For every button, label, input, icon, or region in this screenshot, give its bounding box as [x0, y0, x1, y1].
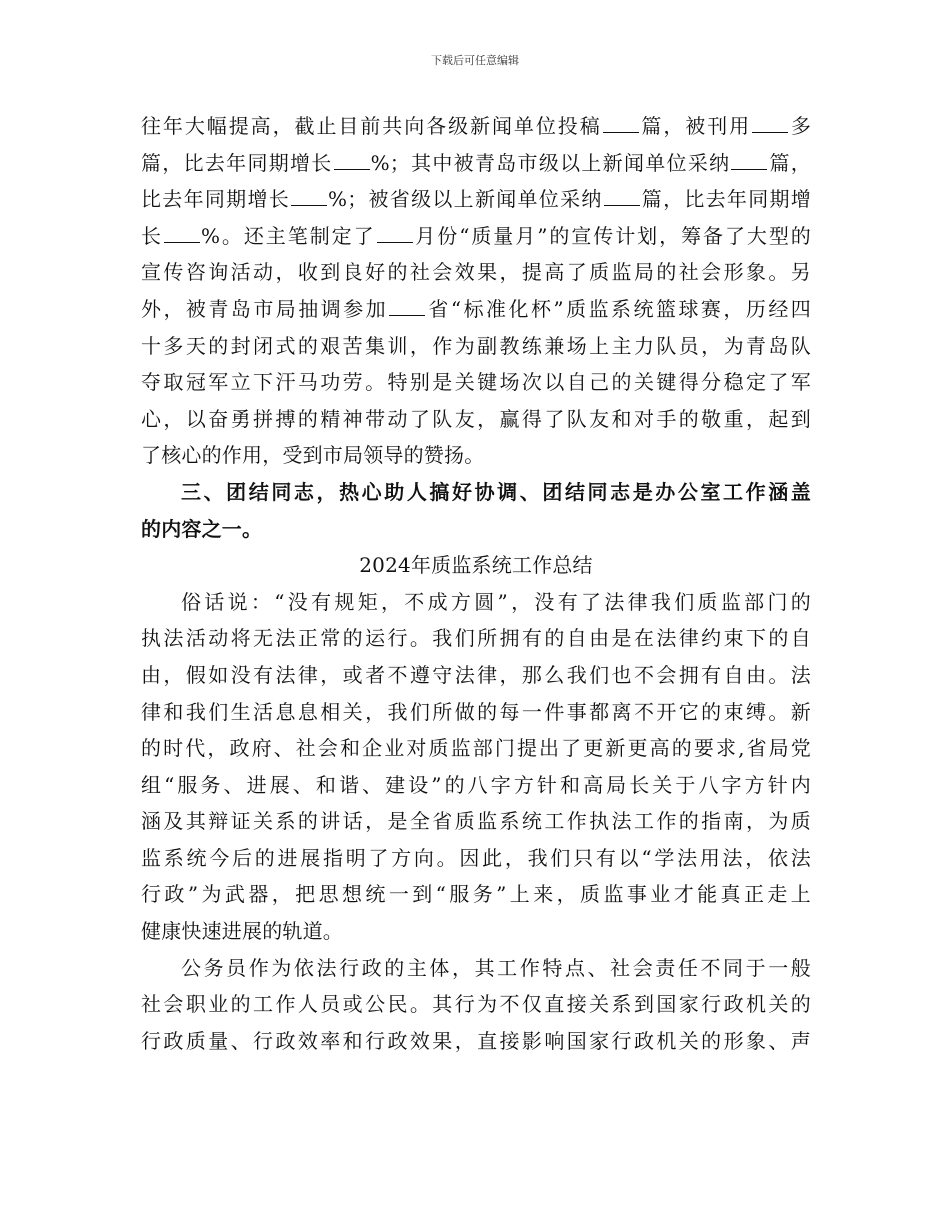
- para2-line: 的时代，政府、社会和企业对质监部门提出了更新更高的要求,省局党: [141, 736, 811, 761]
- fill-blank[interactable]: [604, 187, 640, 206]
- para2-line: 组“服务、进展、和谐、建设”的八字方针和高局长关于八字方针内: [141, 772, 811, 797]
- para1-line-5: 宣传咨询活动，收到良好的社会效果，提高了质监局的社会形象。另: [141, 260, 811, 285]
- fill-blank[interactable]: [389, 297, 425, 316]
- fill-blank[interactable]: [334, 151, 370, 170]
- para3-line: 社会职业的工作人员或公民。其行为不仅直接关系到国家行政机关的: [141, 992, 811, 1017]
- para1-line-8: 夺取冠军立下汗马功劳。特别是关键场次以自己的关键得分稳定了军: [141, 370, 811, 395]
- document-title: 2024年质监系统工作总结: [359, 553, 593, 578]
- para3-line: 行政质量、行政效率和行政效果，直接影响国家行政机关的形象、声: [141, 1028, 811, 1053]
- fill-blank[interactable]: [164, 224, 200, 243]
- para1-line-10: 了核心的作用，受到市局领导的赞扬。: [141, 443, 485, 468]
- para3-line: 公务员作为依法行政的主体，其工作特点、社会责任不同于一般: [181, 955, 811, 980]
- para2-line: 健康快速进展的轨道。: [141, 919, 343, 944]
- para2-line: 律和我们生活息息相关，我们所做的每一件事都离不开它的束缚。新: [141, 699, 811, 724]
- para2-line: 俗话说：“没有规矩，不成方圆”，没有了法律我们质监部门的: [181, 589, 811, 614]
- page-header: 下载后可任意编辑: [431, 54, 519, 67]
- para1-line-7: 十多天的封闭式的艰苦集训，作为副教练兼场上主力队员，为青岛队: [141, 333, 811, 358]
- para2-line: 行政”为武器，把思想统一到“服务”上来，质监事业才能真正走上: [141, 882, 811, 907]
- para1-line-4: 长 %。还主笔制定了 月份“质量月”的宣传计划，筹备了大型的: [141, 223, 812, 248]
- para1-line-2: 篇，比去年同期增长 %；其中被青岛市级以上新闻单位采纳 篇，: [141, 150, 811, 175]
- para2-line: 涵及其辩证关系的讲话，是全省质监系统工作执法工作的指南，为质: [141, 809, 811, 834]
- section-heading-line-2: 的内容之一。: [141, 516, 263, 541]
- document-body: [141, 108, 811, 1059]
- para1-line-3: 比去年同期增长 %；被省级以上新闻单位采纳 篇，比去年同期增: [141, 187, 811, 212]
- fill-blank[interactable]: [752, 114, 788, 133]
- fill-blank[interactable]: [377, 224, 413, 243]
- para2-line: 执法活动将无法正常的运行。我们所拥有的自由是在法律约束下的自: [141, 626, 811, 651]
- section-heading-line-1: 三、团结同志，热心助人搞好协调、团结同志是办公室工作涵盖: [181, 479, 811, 504]
- para2-line: 由，假如没有法律，或者不遵守法律，那么我们也不会拥有自由。法: [141, 662, 811, 687]
- para2-line: 监系统今后的进展指明了方向。因此，我们只有以“学法用法，依法: [141, 845, 811, 870]
- para1-line-6: 外，被青岛市局抽调参加 省“标准化杯”质监系统篮球赛，历经四: [141, 296, 811, 321]
- para1-line-1: 往年大幅提高，截止目前共向各级新闻单位投稿 篇，被刊用 多: [141, 114, 812, 138]
- para1-line-9: 心，以奋勇拼搏的精神带动了队友，赢得了队友和对手的敬重，起到: [141, 406, 811, 431]
- fill-blank[interactable]: [603, 114, 639, 133]
- fill-blank[interactable]: [291, 187, 327, 206]
- fill-blank[interactable]: [731, 151, 767, 170]
